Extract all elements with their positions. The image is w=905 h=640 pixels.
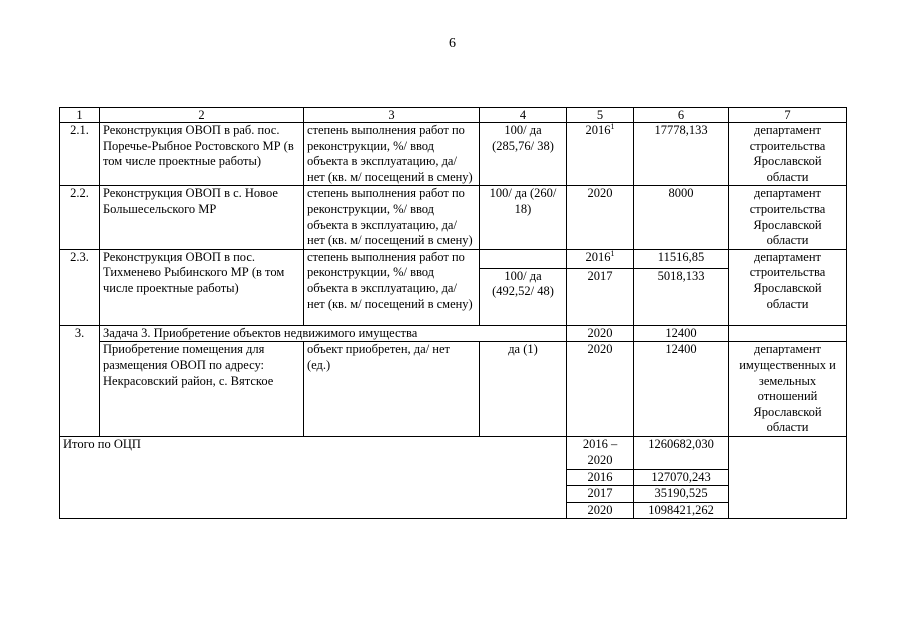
- header-cell: 7: [729, 108, 847, 123]
- row-number: 3.: [60, 325, 100, 342]
- table-row: [60, 342, 847, 437]
- total-year: 2020: [567, 502, 634, 519]
- row-number: 2.3.: [60, 249, 100, 325]
- table-row: [60, 186, 847, 249]
- footnote-mark: 1: [610, 248, 615, 258]
- year-cell: [567, 123, 634, 186]
- row-number: 2.1.: [60, 123, 100, 186]
- executor: департамент имущественных и земельных отношений Ярославской области: [729, 342, 847, 437]
- header-cell: 2: [100, 108, 304, 123]
- indicator: объект приобретен, да/ нет (ед.): [304, 342, 480, 437]
- total-year: 2016: [567, 469, 634, 486]
- amount: 12400: [634, 325, 729, 342]
- total-amount: 1098421,262: [634, 502, 729, 519]
- task-row: [60, 325, 847, 342]
- year: 2020: [567, 186, 634, 249]
- row-number: 2.2.: [60, 186, 100, 249]
- measure-name: Реконструкция ОВОП в с. Новое Большесельского МР: [100, 186, 304, 249]
- amount: 12400: [634, 342, 729, 437]
- indicator: степень выполнения работ по реконструкции, %/ ввод объекта в эксплуатацию, да/ нет (кв. м/ посещений в смену): [304, 186, 480, 249]
- total-year: 2016 – 2020: [567, 437, 634, 469]
- amount: 5018,133: [634, 268, 729, 325]
- year-cell: [567, 249, 634, 268]
- measure-name: Приобретение помещения для размещения ОВОП по адресу: Некрасовский район, с. Вятское: [100, 342, 304, 437]
- year: 2020: [567, 342, 634, 437]
- table-row: [60, 249, 847, 268]
- measure-name: Реконструкция ОВОП в раб. пос. Поречье-Рыбное Ростовского МР (в том числе проектные работы): [100, 123, 304, 186]
- measure-name: Реконструкция ОВОП в пос. Тихменево Рыбинского МР (в том числе проектные работы): [100, 249, 304, 325]
- amount: 17778,133: [634, 123, 729, 186]
- indicator-value: 100/ да (492,52/ 48): [480, 268, 567, 325]
- year: 2017: [567, 268, 634, 325]
- task-title: Задача 3. Приобретение объектов недвижимого имущества: [100, 325, 567, 342]
- indicator-value-empty: [480, 249, 567, 268]
- header-cell: 4: [480, 108, 567, 123]
- executor-empty: [729, 325, 847, 342]
- total-row: [60, 437, 847, 469]
- year: 2016: [585, 249, 611, 264]
- table-row: [60, 123, 847, 186]
- year: 2016: [585, 123, 611, 137]
- total-executor-empty: [729, 437, 847, 519]
- executor: департамент строительства Ярославской области: [729, 123, 847, 186]
- amount: 11516,85: [634, 249, 729, 268]
- total-amount: 127070,243: [634, 469, 729, 486]
- total-amount: 35190,525: [634, 486, 729, 503]
- total-amount: 1260682,030: [634, 437, 729, 469]
- footnote-mark: 1: [610, 122, 615, 131]
- header-cell: 5: [567, 108, 634, 123]
- page-number: 6: [449, 36, 456, 51]
- indicator-value: 100/ да (260/ 18): [480, 186, 567, 249]
- header-cell: 1: [60, 108, 100, 123]
- header-cell: 3: [304, 108, 480, 123]
- indicator-value: 100/ да (285,76/ 38): [480, 123, 567, 186]
- header-row: [60, 108, 847, 123]
- executor: департамент строительства Ярославской области: [729, 186, 847, 249]
- header-cell: 6: [634, 108, 729, 123]
- program-table: [59, 107, 847, 519]
- indicator: степень выполнения работ по реконструкции, %/ ввод объекта в эксплуатацию, да/ нет (кв. м/ посещений в смену): [304, 249, 480, 325]
- total-label: Итого по ОЦП: [60, 437, 567, 519]
- indicator-value: да (1): [480, 342, 567, 437]
- indicator: степень выполнения работ по реконструкции, %/ ввод объекта в эксплуатацию, да/ нет (кв. м/ посещений в смену): [304, 123, 480, 186]
- amount: 8000: [634, 186, 729, 249]
- executor: департамент строительства Ярославской области: [729, 249, 847, 325]
- total-year: 2017: [567, 486, 634, 503]
- row-number-empty: [60, 342, 100, 437]
- year: 2020: [567, 325, 634, 342]
